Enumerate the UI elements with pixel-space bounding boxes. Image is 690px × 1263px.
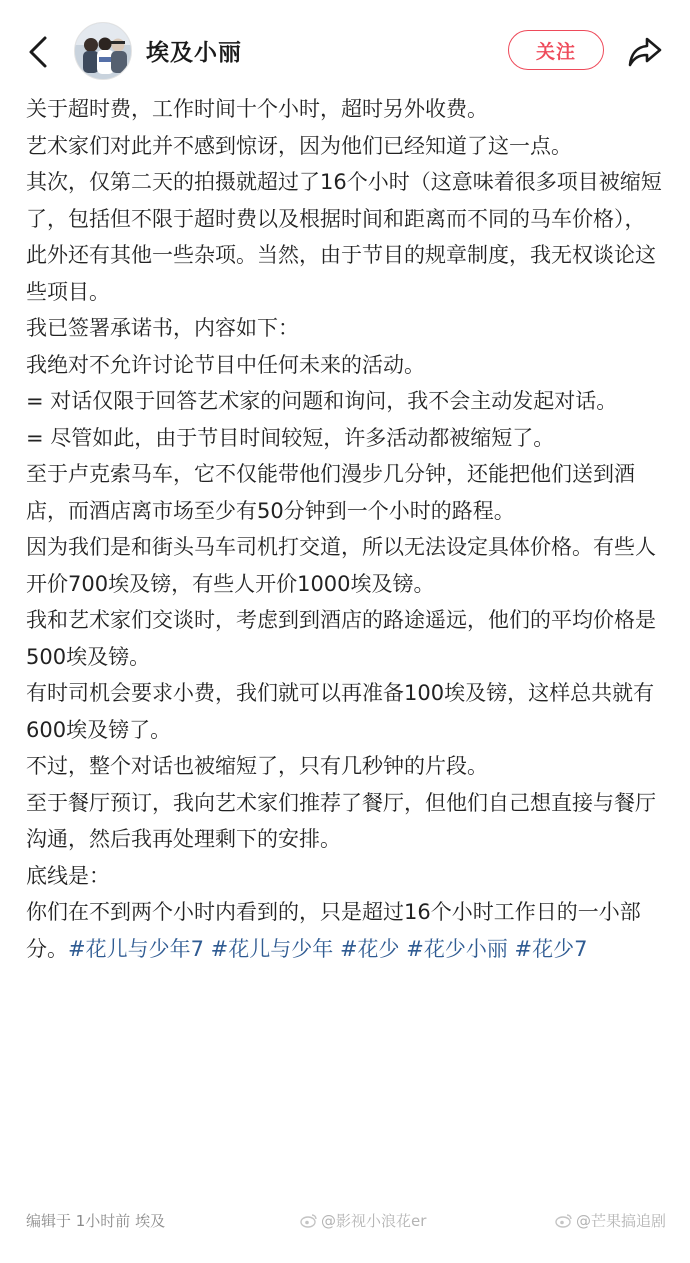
avatar-photo: [75, 23, 131, 79]
paragraph: 其次，仅第二天的拍摄就超过了16个小时（这意味着很多项目被缩短了，包括但不限于超时费以及根据时间和距离而不同的马车价格），此外还有其他一些杂项。当然，由于节目的规章制度，我无权谈论这些项目。: [26, 170, 662, 304]
hashtag-link[interactable]: #花少: [339, 936, 400, 961]
paragraph: 至于卢克索马车，它不仅能带他们漫步几分钟，还能把他们送到酒店，而酒店离市场至少有50分钟到一个小时的路程。: [26, 462, 635, 523]
paragraph: 关于超时费，工作时间十个小时，超时另外收费。: [26, 97, 488, 121]
paragraph: 至于餐厅预订，我向艺术家们推荐了餐厅，但他们自己想直接与餐厅沟通，然后我再处理剩下的安排。: [26, 790, 656, 851]
paragraph: = 尽管如此，由于节目时间较短，许多活动都被缩短了。: [26, 425, 555, 450]
back-button[interactable]: [18, 30, 58, 74]
watermark-text: @芒果搞追剧: [576, 1212, 667, 1230]
paragraph: 我和艺术家们交谈时，考虑到到酒店的路途遥远，他们的平均价格是500埃及镑。: [26, 608, 656, 669]
paragraph: 有时司机会要求小费，我们就可以再准备100埃及镑，这样总共就有600埃及镑了。: [26, 681, 655, 742]
username[interactable]: 埃及小丽: [146, 40, 242, 66]
weibo-icon: [555, 1213, 573, 1228]
paragraph: = 对话仅限于回答艺术家的问题和询问，我不会主动发起对话。: [26, 389, 618, 413]
watermark: [300, 1210, 426, 1231]
paragraph: 我绝对不允许讨论节目中任何未来的活动。: [26, 352, 425, 377]
share-button[interactable]: [622, 30, 668, 74]
paragraph-text: 你们在不到两个小时内看到的，只是超过16个小时工作日的一小部分。: [26, 900, 641, 961]
paragraph: 底线是：: [26, 863, 110, 888]
post-header: [0, 0, 690, 100]
paragraph: 我已签署承诺书，内容如下：: [26, 316, 299, 340]
hashtag-link[interactable]: #花儿与少年: [210, 936, 334, 961]
hashtag-link[interactable]: #花少7: [514, 936, 588, 961]
avatar[interactable]: [74, 22, 132, 80]
chevron-left-icon: [27, 35, 49, 69]
weibo-icon: [300, 1213, 318, 1228]
paragraph: 艺术家们对此并不感到惊讶，因为他们已经知道了这一点。: [26, 133, 572, 158]
share-icon: [627, 36, 663, 68]
edit-meta: 编辑于 1小时前 埃及: [26, 1212, 166, 1230]
paragraph: 不过，整个对话也被缩短了，只有几秒钟的片段。: [26, 754, 488, 778]
post-body: [26, 91, 666, 967]
watermark: [555, 1210, 666, 1231]
last-paragraph: [26, 894, 666, 967]
watermark-text: @影视小浪花er: [321, 1212, 427, 1230]
follow-button[interactable]: 关注: [508, 30, 604, 70]
hashtag-link[interactable]: #花儿与少年7: [68, 936, 204, 961]
hashtag-link[interactable]: #花少小丽: [406, 936, 508, 961]
paragraph: 因为我们是和街头马车司机打交道，所以无法设定具体价格。有些人开价700埃及镑，有些人开价1000埃及镑。: [26, 535, 656, 596]
